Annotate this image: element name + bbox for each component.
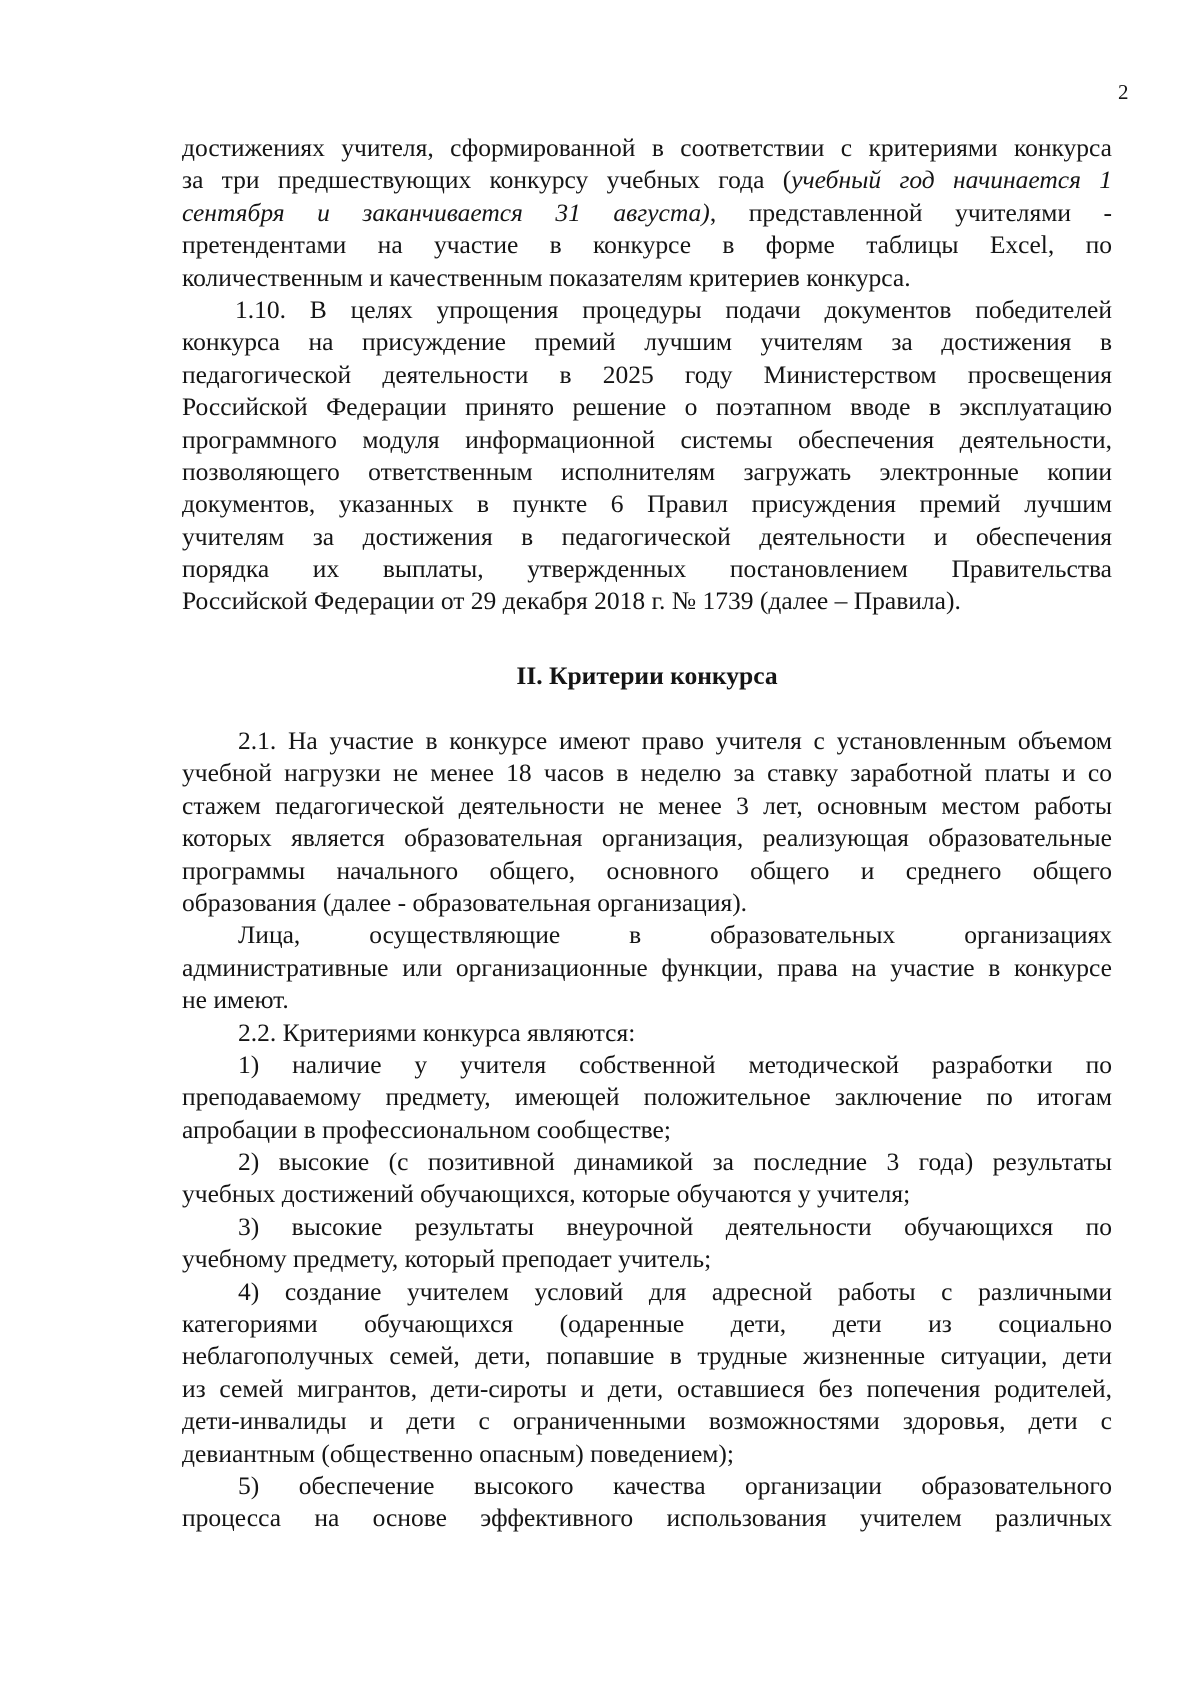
text-run: , представленной учителями -: [709, 197, 1113, 227]
text-line: административные или организационные функции, права на участие в конкурсе: [182, 952, 1112, 982]
text-line: преподаваемому предмету, имеющей положительное заключение по итогам: [182, 1082, 1112, 1112]
text-line: [182, 164, 1112, 196]
text-line: апробации в профессиональном сообществе;: [182, 1114, 671, 1144]
text-line: позволяющего ответственным исполнителям загружать электронные копии: [182, 456, 1112, 486]
text-line: категориями обучающихся (одаренные дети, дети из социально: [182, 1309, 1112, 1339]
paragraph-2-2-start: 2.2. Критериями конкурса являются:: [238, 1017, 636, 1047]
paragraph-2-1-start: 2.1. На участие в конкурсе имеют право учителя с установленным объемом: [238, 726, 1112, 755]
italic-text-run: сентября и заканчивается 31 августа): [182, 197, 710, 227]
criterion-1-start: 1) наличие у учителя собственной методической разработки по: [238, 1049, 1112, 1079]
paragraph-1-10-start: 1.10. В целях упрощения процедуры подачи документов победителей: [235, 294, 1112, 324]
text-line: дети-инвалиды и дети с ограниченными возможностями здоровья, дети с: [182, 1406, 1112, 1436]
criterion-5-start: 5) обеспечение высокого качества организации образовательного: [238, 1470, 1112, 1500]
text-line: учебной нагрузки не менее 18 часов в неделю за ставку заработной платы и со: [182, 758, 1112, 788]
text-line: стажем педагогической деятельности не менее 3 лет, основным местом работы: [182, 790, 1112, 820]
criterion-2-start: 2) высокие (с позитивной динамикой за последние 3 года) результаты: [238, 1147, 1112, 1177]
criterion-4-start: 4) создание учителем условий для адресной работы с различными: [238, 1276, 1112, 1306]
text-line: количественным и качественным показателям критериев конкурса.: [182, 262, 911, 292]
criterion-3-start: 3) высокие результаты внеурочной деятельности обучающихся по: [238, 1211, 1112, 1241]
text-line: Российской Федерации от 29 декабря 2018 г. № 1739 (далее – Правила).: [182, 586, 961, 616]
text-line: которых является образовательная организация, реализующая образовательные: [182, 823, 1112, 853]
text-line: порядка их выплаты, утвержденных постановлением Правительства: [182, 554, 1112, 584]
text-line: педагогической деятельности в 2025 году Министерством просвещения: [182, 359, 1112, 389]
text-line: достижениях учителя, сформированной в соответствии с критериями конкурса: [182, 133, 1112, 162]
text-line: неблагополучных семей, дети, попавшие в трудные жизненные ситуации, дети: [182, 1341, 1112, 1371]
text-line: девиантным (общественно опасным) поведением);: [182, 1438, 734, 1468]
text-run: за три предшествующих конкурсу учебных года (: [182, 165, 792, 195]
text-line: образования (далее - образовательная организация).: [182, 887, 748, 917]
text-line: Российской Федерации принято решение о поэтапном вводе в эксплуатацию: [182, 392, 1112, 422]
text-line: претендентами на участие в конкурсе в форме таблицы Excel, по: [182, 230, 1112, 260]
section-heading: II. Критерии конкурса: [516, 661, 778, 690]
text-line: учебных достижений обучающихся, которые обучаются у учителя;: [182, 1179, 911, 1209]
section-2-body: [182, 725, 1112, 1535]
text-line: [182, 197, 1112, 229]
text-line: программы начального общего, основного общего и среднего общего: [182, 855, 1112, 885]
text-line: программного модуля информационной системы обеспечения деятельности,: [182, 424, 1112, 454]
italic-text-run: учебный год начинается 1: [791, 165, 1112, 195]
text-line: документов, указанных в пункте 6 Правил присуждения премий лучшим: [182, 489, 1112, 519]
text-line: процесса на основе эффективного использования учителем различных: [182, 1503, 1112, 1533]
page-number: 2: [1118, 80, 1129, 104]
paragraph-start: Лица, осуществляющие в образовательных организациях: [238, 920, 1112, 950]
section-1-continuation: [182, 132, 1112, 618]
text-line: не имеют.: [182, 985, 289, 1015]
text-line: учителям за достижения в педагогической деятельности и обеспечения: [182, 521, 1112, 551]
text-line: из семей мигрантов, дети-сироты и дети, оставшиеся без попечения родителей,: [182, 1373, 1112, 1403]
text-line: конкурса на присуждение премий лучшим учителям за достижения в: [182, 327, 1112, 357]
text-line: учебному предмету, который преподает учитель;: [182, 1244, 712, 1274]
